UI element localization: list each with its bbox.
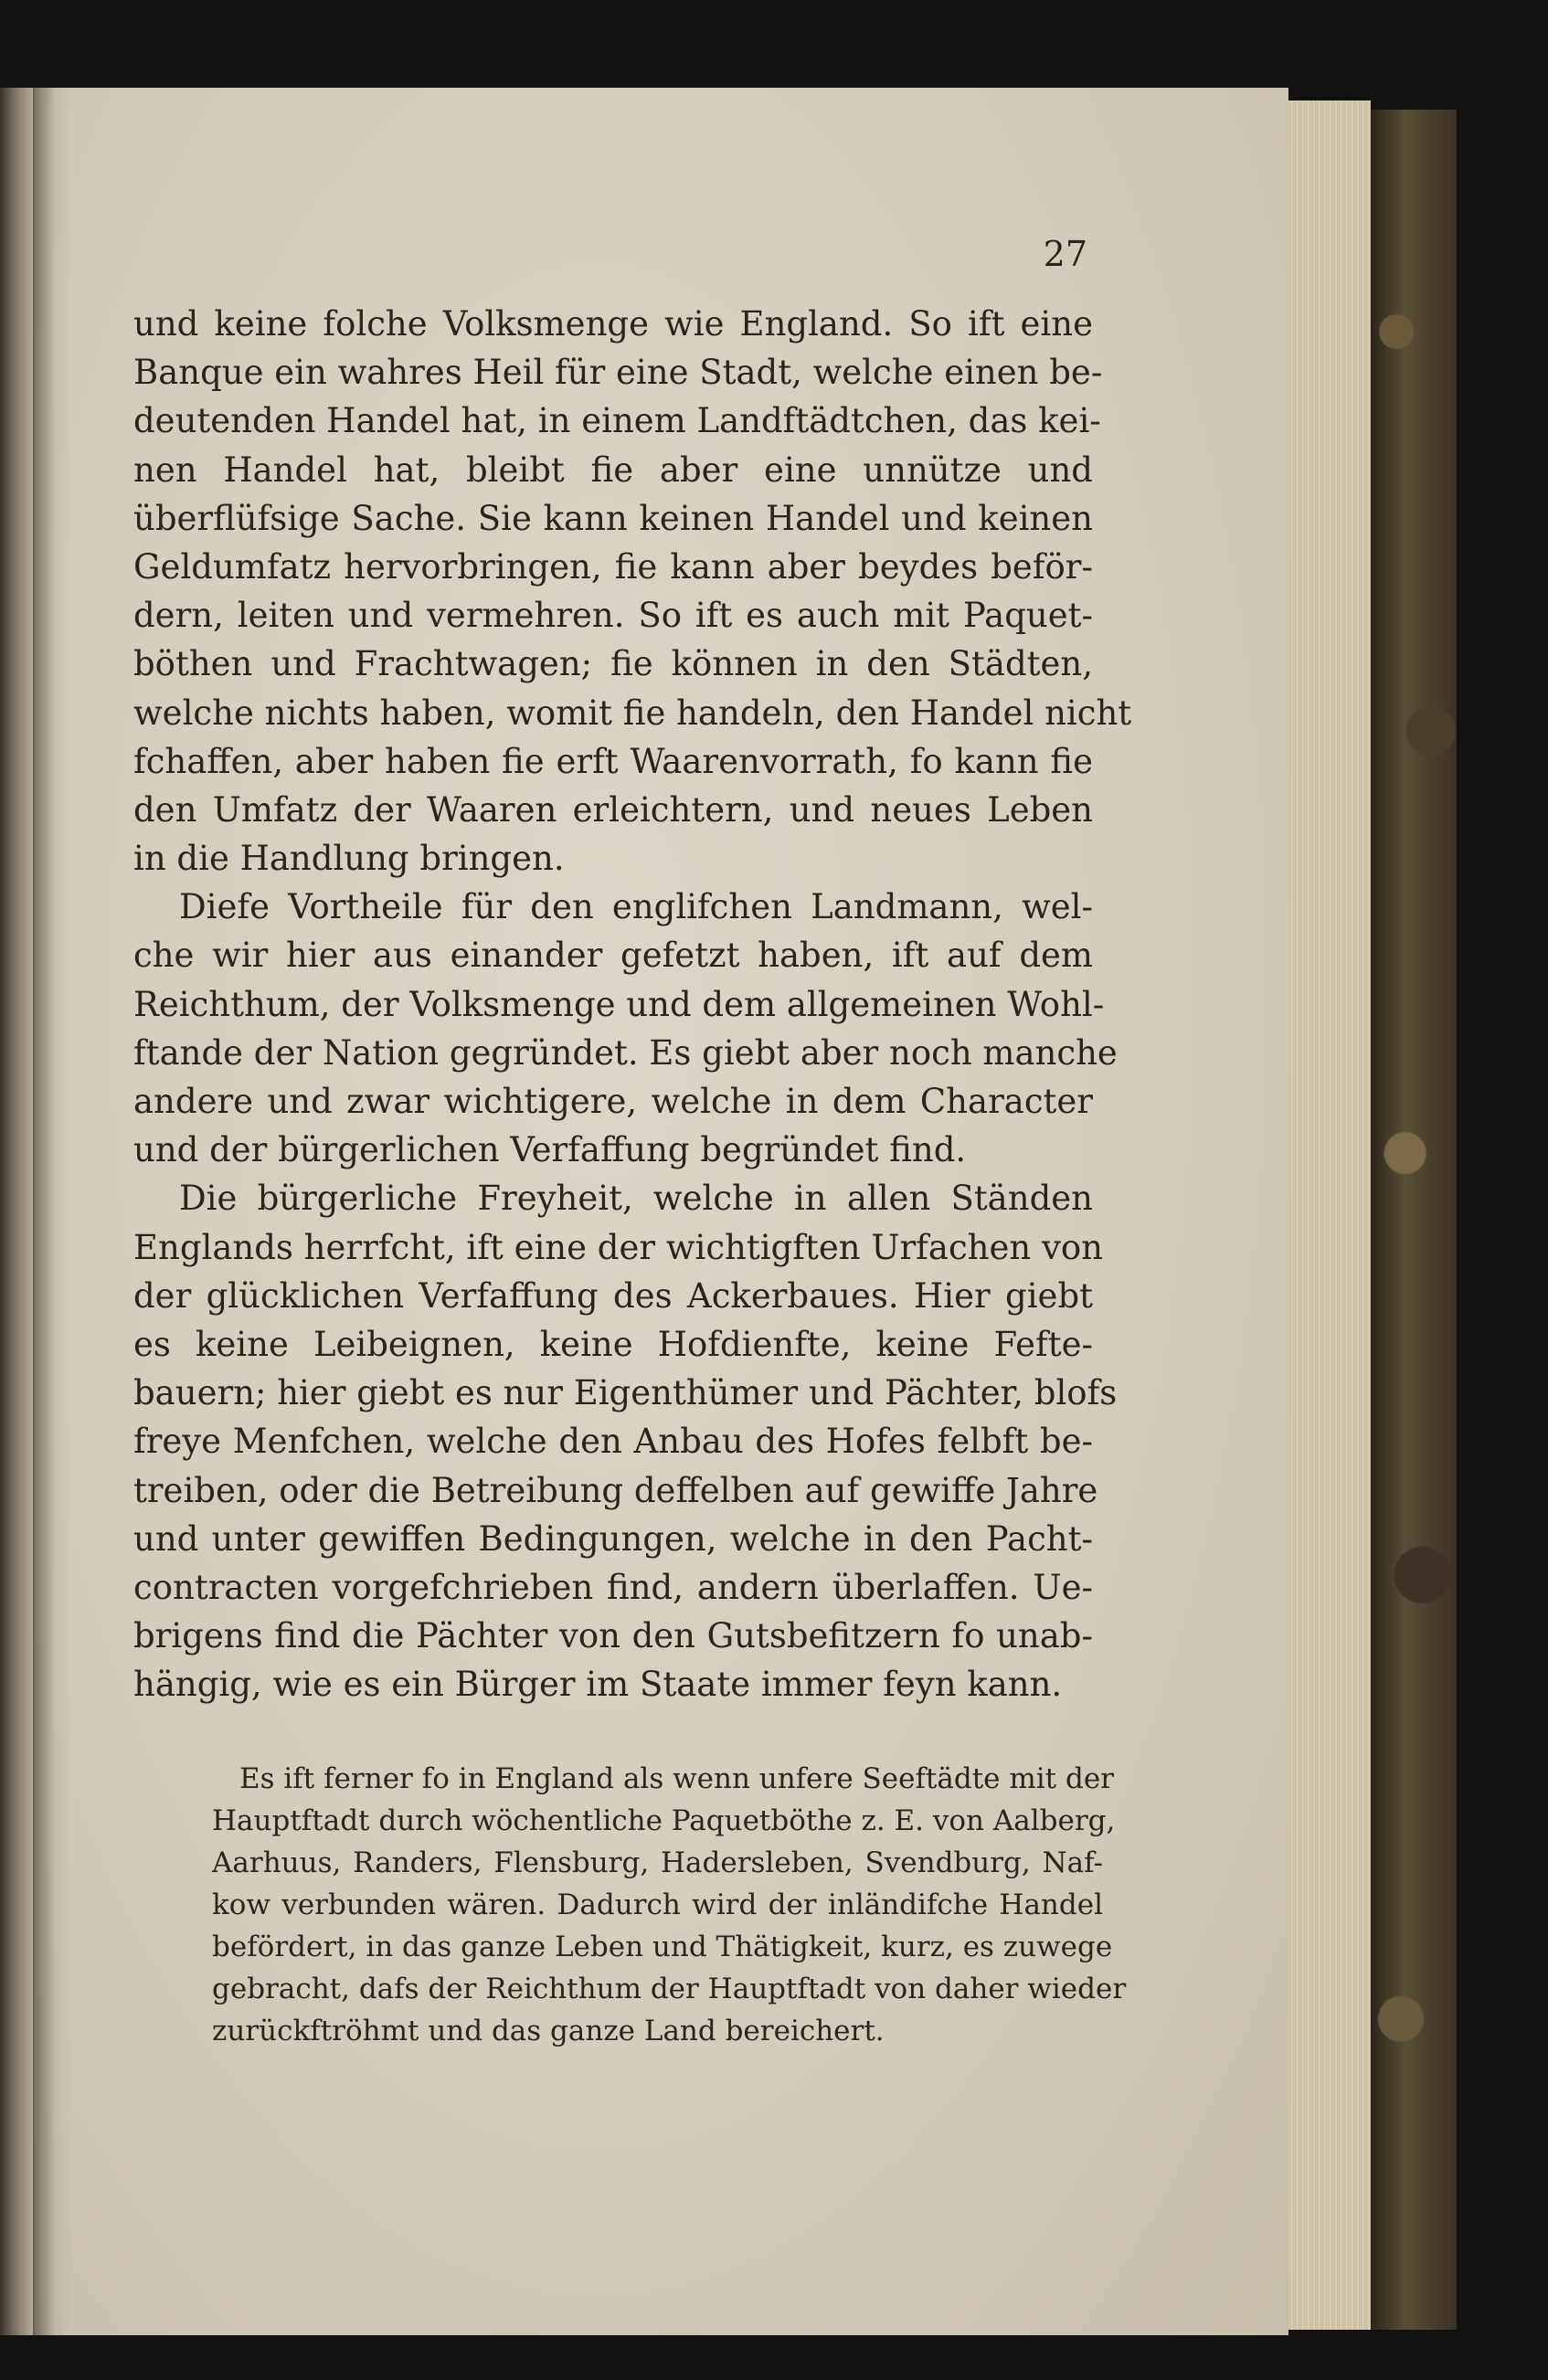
body-line: in die Handlung bringen. [133, 839, 565, 879]
body-line: Diefe Vortheile für den englifchen Landmann, wel- [179, 887, 1093, 927]
footnote-line: Hauptftadt durch wöchentliche Paquetböthe z. E. von Aalberg, [212, 1804, 1116, 1837]
body-line: deutenden Handel hat, in einem Landftädtchen, das kei- [133, 401, 1101, 441]
body-line: welche nichts haben, womit fie handeln, den Handel nicht [133, 693, 1132, 733]
page-block-edge [1288, 100, 1371, 2330]
footnote-line: gebracht, dafs der Reichthum der Hauptftadt von daher wieder [212, 1973, 1127, 2005]
marbled-cover-board [1371, 110, 1457, 2330]
page-number: 27 [1043, 234, 1087, 274]
body-text [133, 300, 1132, 1708]
gutter-shadow [33, 88, 69, 2335]
body-line: contracten vorgefchrieben find, andern überlaffen. Ue- [133, 1567, 1093, 1607]
footnote-line: zurückftröhmt und das ganze Land bereichert. [212, 2015, 885, 2047]
body-line: andere und zwar wichtigere, welche in dem Character [133, 1082, 1093, 1121]
body-line: und unter gewiffen Bedingungen, welche in den Pacht- [133, 1518, 1093, 1559]
footnote-line: kow verbunden wären. Dadurch wird der inländifche Handel [212, 1888, 1103, 1921]
body-line: Banque ein wahres Heil für eine Stadt, welche einen be- [133, 353, 1103, 393]
body-line: Englands herrfcht, ift eine der wichtigften Urfachen von [133, 1227, 1103, 1267]
body-line: Die bürgerliche Freyheit, welche in allen Ständen [179, 1179, 1093, 1219]
body-line: fchaffen, aber haben fie erft Waarenvorrath, fo kann fie [133, 741, 1093, 781]
footnote-line: Aarhuus, Randers, Flensburg, Hadersleben, Svendburg, Naf- [212, 1846, 1103, 1879]
body-line: brigens find die Pächter von den Gutsbefitzern fo unab- [133, 1616, 1093, 1656]
body-line: ftande der Nation gegründet. Es giebt aber noch manche [133, 1032, 1118, 1073]
body-line: hängig, wie es ein Bürger im Staate immer feyn kann. [133, 1665, 1063, 1705]
body-line: es keine Leibeignen, keine Hofdienfte, keine Fefte- [133, 1324, 1093, 1364]
body-line: dern, leiten und vermehren. So ift es auch mit Paquet- [133, 596, 1093, 636]
left-page-edge [0, 88, 35, 2335]
body-line: freye Menfchen, welche den Anbau des Hofes felbft be- [133, 1422, 1093, 1462]
body-line: bauern; hier giebt es nur Eigenthümer und Pächter, blofs [133, 1373, 1118, 1413]
footnote-line: Es ift ferner fo in England als wenn unfere Seeftädte mit der [239, 1762, 1115, 1795]
body-line: der glücklichen Verfaffung des Ackerbaues. Hier giebt [133, 1275, 1093, 1316]
body-line: Geldumfatz hervorbringen, fie kann aber beydes beför- [133, 546, 1093, 587]
body-line: böthen und Frachtwagen; fie können in den Städten, [133, 644, 1093, 684]
footnote [212, 1758, 1127, 2052]
footnote-line: befördert, in das ganze Leben und Thätigkeit, kurz, es zuwege [212, 1930, 1113, 1963]
body-line: den Umfatz der Waaren erleichtern, und neues Leben [133, 789, 1093, 830]
body-line: und keine folche Volksmenge wie England. So ift eine [133, 304, 1093, 344]
body-line: treiben, oder die Betreibung deffelben auf gewiffe Jahre [133, 1470, 1098, 1510]
body-line: und der bürgerlichen Verfaffung begründet find. [133, 1130, 967, 1170]
body-line: nen Handel hat, bleibt fie aber eine unnütze und [133, 450, 1093, 490]
body-line: che wir hier aus einander gefetzt haben, ift auf dem [133, 936, 1093, 976]
body-line: überflüfsige Sache. Sie kann keinen Handel und keinen [133, 498, 1093, 538]
body-line: Reichthum, der Volksmenge und dem allgemeinen Wohl- [133, 984, 1105, 1024]
